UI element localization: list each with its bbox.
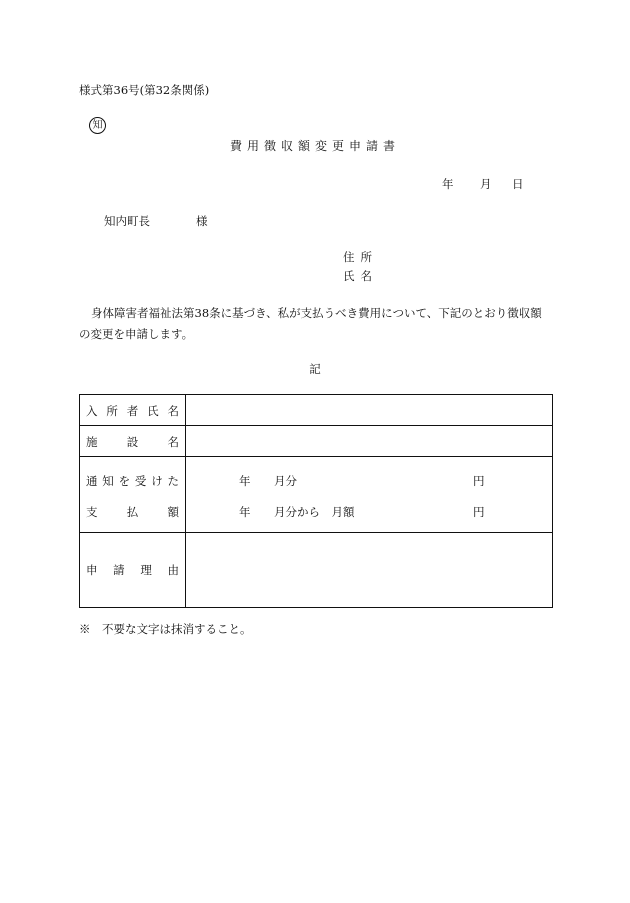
- label-char: 設: [126, 435, 139, 449]
- label-cell: [80, 395, 186, 425]
- label-char: 名: [167, 435, 179, 449]
- label-char: 氏: [147, 404, 159, 418]
- table-row-facility-name: [80, 426, 552, 457]
- table-row-resident-name: [80, 395, 552, 426]
- table-row-payment-amount: [80, 457, 552, 533]
- label-char: 払: [126, 505, 139, 519]
- line1-yen-label: 円: [473, 474, 485, 488]
- footnote: ※ 不要な文字は抹消すること。: [79, 622, 252, 636]
- line2-month-label: 月分から 月額: [274, 505, 355, 519]
- label-char: 知: [102, 474, 114, 488]
- label-char: 理: [140, 563, 152, 577]
- applicant-name-label: 氏名: [343, 269, 378, 283]
- line1-year-label: 年: [239, 474, 251, 488]
- detail-table: [79, 394, 553, 608]
- label-char: 入: [86, 404, 98, 418]
- document-title: 費用徴収額変更申請書: [229, 139, 400, 153]
- applicant-address-label: 住所: [343, 250, 378, 264]
- label-char: た: [167, 474, 179, 488]
- label-cell: [80, 533, 186, 607]
- label-char: 所: [106, 404, 118, 418]
- label-char: 受: [134, 474, 147, 488]
- seal-mark: 知: [89, 117, 106, 134]
- ki-heading: 記: [309, 362, 321, 376]
- label-cell: [80, 426, 186, 456]
- label-payment-amount: [86, 504, 179, 520]
- date-day-label: 日: [512, 177, 524, 191]
- label-application-reason: [86, 562, 179, 578]
- form-number: 様式第36号(第32条関係): [79, 83, 210, 97]
- line2-yen-label: 円: [473, 505, 485, 519]
- label-char: 由: [167, 563, 179, 577]
- label-char: 申: [86, 563, 98, 577]
- body-text-line-1: 身体障害者福祉法第38条に基づき、私が支払うべき費用について、下記のとおり徴収額: [91, 306, 542, 320]
- line1-month-label: 月分: [274, 474, 297, 488]
- label-char: を: [118, 474, 131, 488]
- addressee-honorific: 様: [196, 214, 208, 228]
- label-char: 額: [167, 505, 179, 519]
- date-month-label: 月: [480, 177, 492, 191]
- label-cell: [80, 457, 186, 532]
- label-facility-name: [86, 434, 179, 450]
- date-year-label: 年: [442, 177, 454, 191]
- body-text-line-2: の変更を申請します。: [79, 327, 194, 341]
- addressee-name: 知内町長: [104, 214, 150, 228]
- label-resident-name: [86, 403, 179, 419]
- label-char: 通: [86, 474, 98, 488]
- label-char: 名: [167, 404, 179, 418]
- label-char: 支: [86, 505, 98, 519]
- label-char: 請: [113, 563, 125, 577]
- label-char: 施: [86, 435, 98, 449]
- label-notified: [86, 473, 179, 489]
- line2-year-label: 年: [239, 505, 251, 519]
- table-row-application-reason: [80, 533, 552, 607]
- label-char: け: [151, 474, 163, 488]
- label-char: 者: [126, 404, 139, 418]
